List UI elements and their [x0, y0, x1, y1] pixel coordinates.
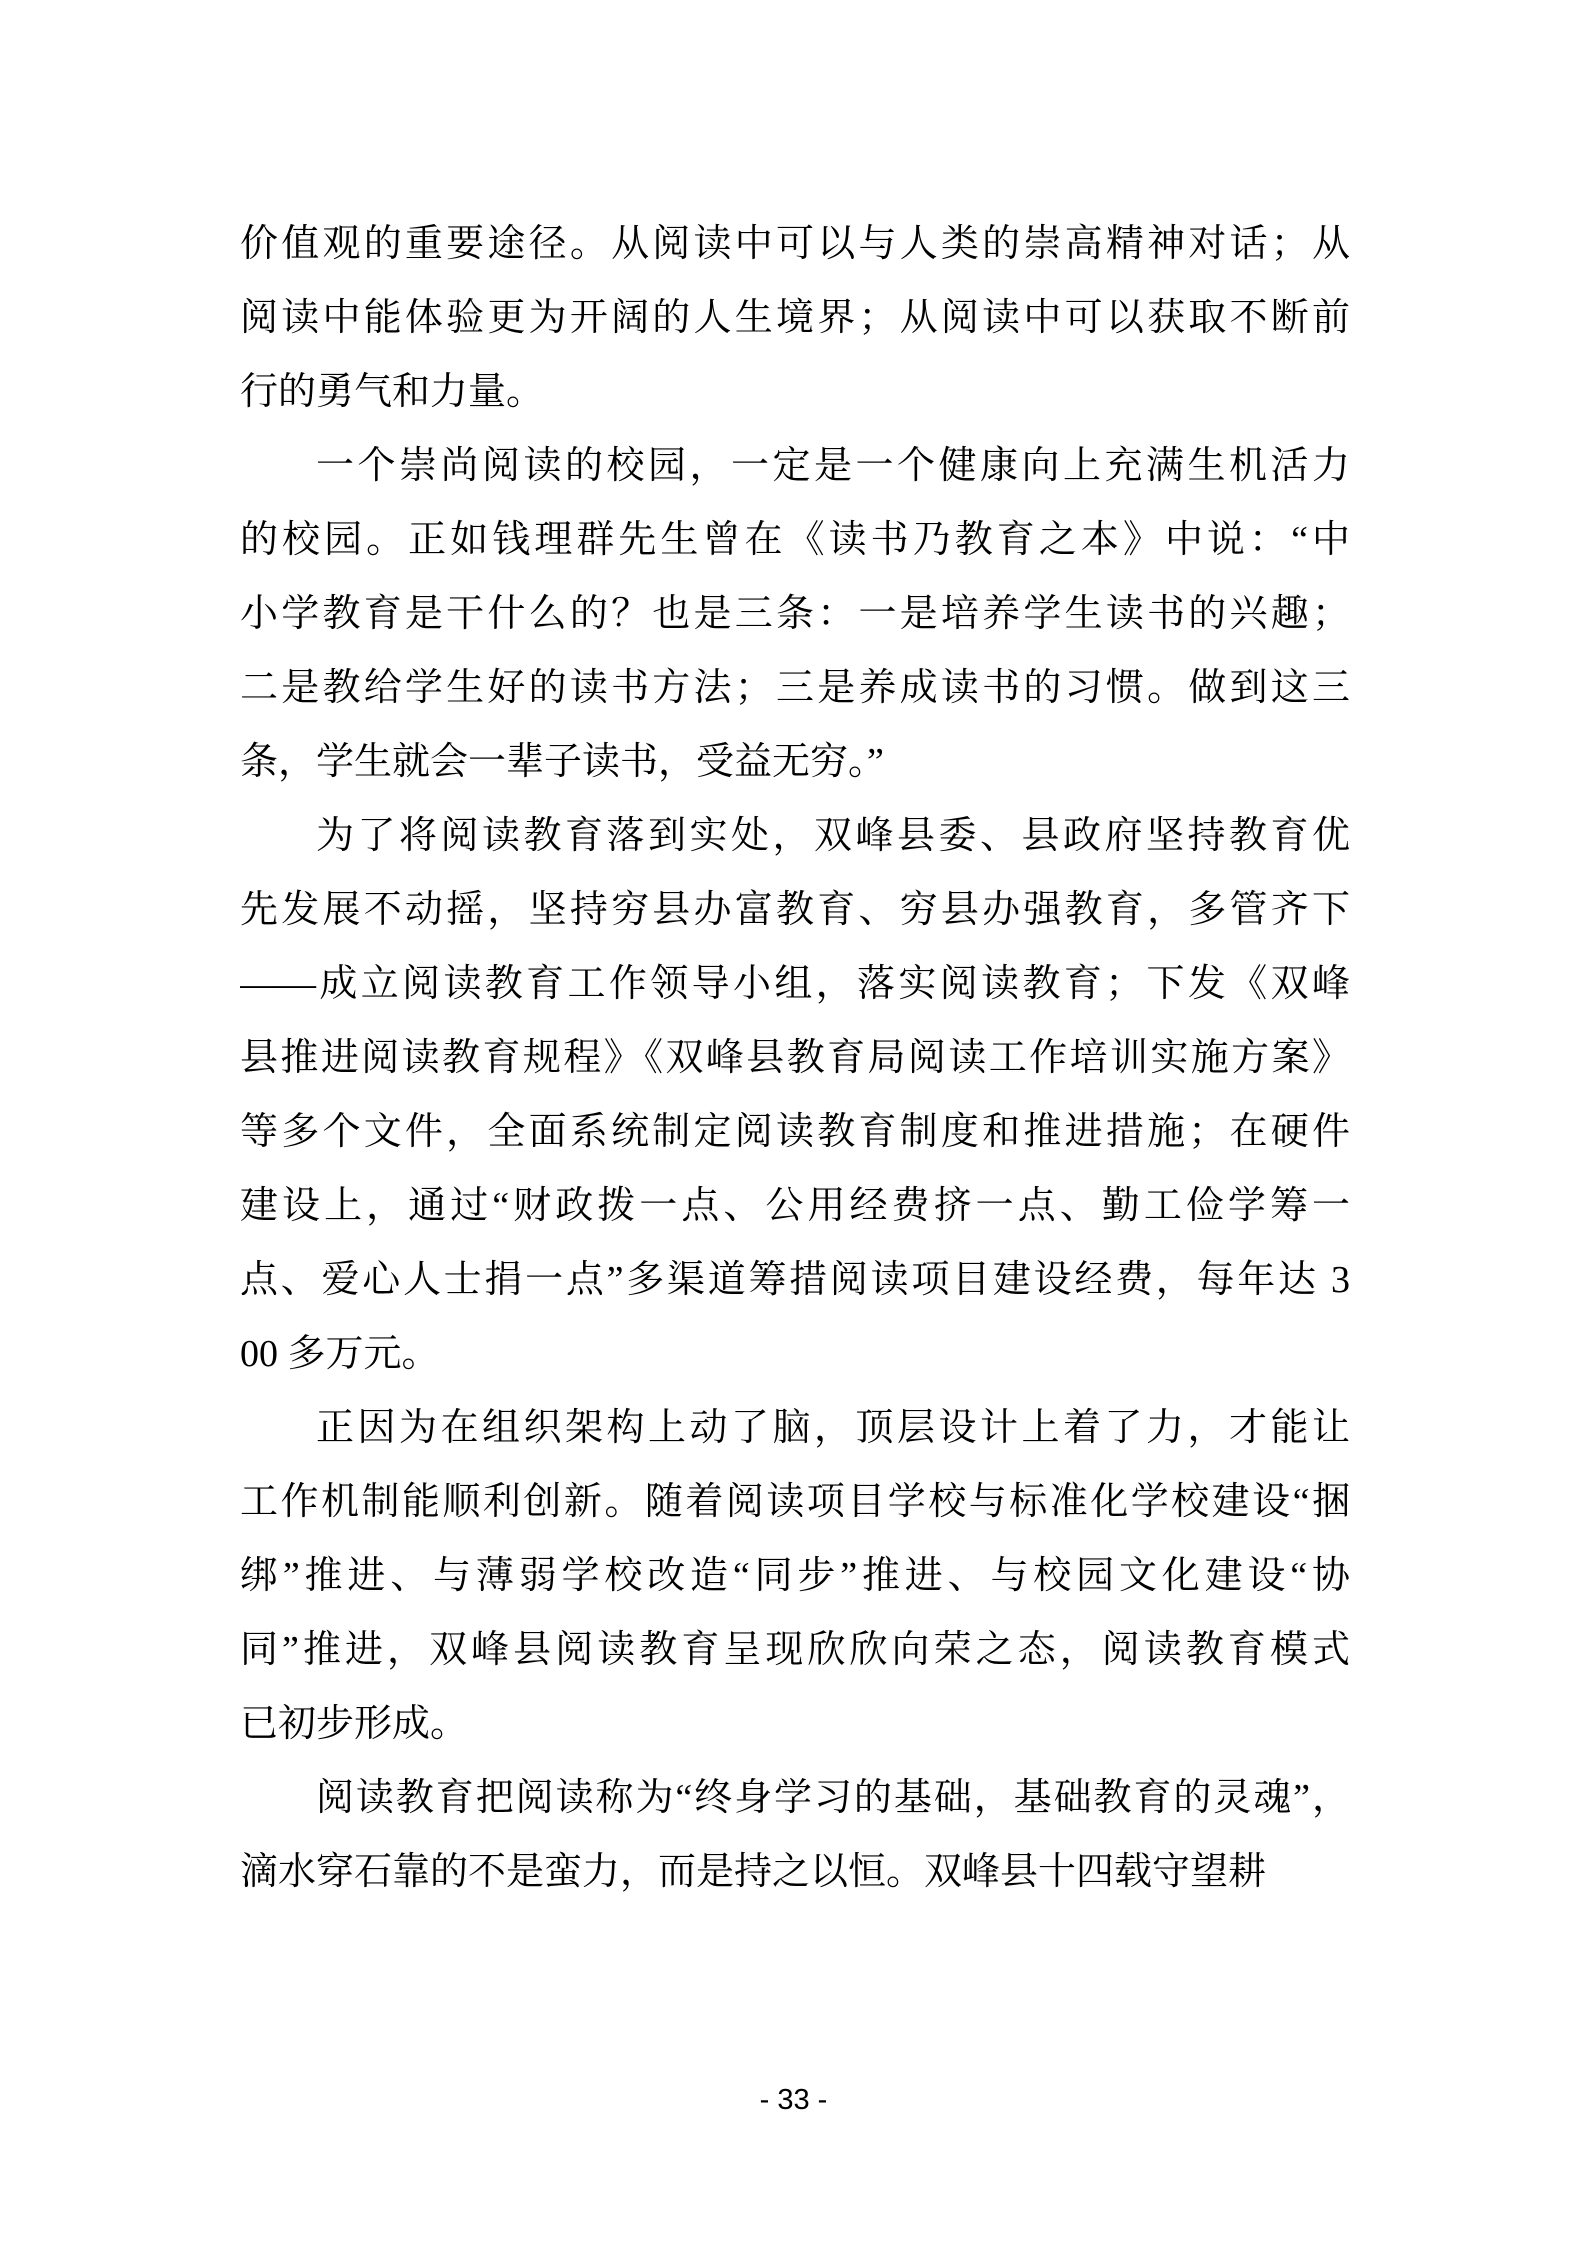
text-line: 小学教育是干什么的？也是三条：一是培养学生读书的兴趣；	[240, 593, 1350, 635]
text-line: 建设上，通过“财政拨一点、公用经费挤一点、勤工俭学筹一	[240, 1185, 1350, 1227]
text-line: 阅读中能体验更为开阔的人生境界；从阅读中可以获取不断前	[240, 297, 1350, 339]
paragraph	[240, 1761, 1350, 1909]
document-body	[240, 207, 1350, 1909]
paragraph	[240, 207, 1350, 429]
text-line: 先发展不动摇，坚持穷县办富教育、穷县办强教育，多管齐下	[240, 889, 1350, 931]
text-line: 工作机制能顺利创新。随着阅读项目学校与标准化学校建设“捆	[240, 1481, 1350, 1523]
text-line: 等多个文件，全面系统制定阅读教育制度和推进措施；在硬件	[240, 1111, 1350, 1153]
paragraph	[240, 1391, 1350, 1761]
text-line: 同”推进，双峰县阅读教育呈现欣欣向荣之态，阅读教育模式	[240, 1629, 1350, 1671]
text-line: 二是教给学生好的读书方法；三是养成读书的习惯。做到这三	[240, 667, 1350, 709]
text-line: 已初步形成。	[240, 1703, 469, 1745]
paragraph	[240, 799, 1350, 1391]
text-line: 绑”推进、与薄弱学校改造“同步”推进、与校园文化建设“协	[240, 1555, 1350, 1597]
text-line: 条，学生就会一辈子读书，受益无穷。”	[240, 741, 884, 783]
text-line: 正因为在组织架构上动了脑，顶层设计上着了力，才能让	[316, 1407, 1350, 1449]
text-line: 滴水穿石靠的不是蛮力，而是持之以恒。双峰县十四载守望耕	[240, 1851, 1267, 1893]
text-line: 县推进阅读教育规程》《双峰县教育局阅读工作培训实施方案》	[240, 1037, 1350, 1079]
text-line: ——成立阅读教育工作领导小组，落实阅读教育；下发《双峰	[240, 963, 1350, 1005]
text-line: 行的勇气和力量。	[240, 371, 545, 413]
text-line: 点、爱心人士捐一点”多渠道筹措阅读项目建设经费，每年达 3	[240, 1259, 1350, 1301]
text-line: 00 多万元。	[240, 1333, 440, 1375]
paragraph	[240, 429, 1350, 799]
text-line: 的校园。正如钱理群先生曾在《读书乃教育之本》中说：“中	[240, 519, 1350, 561]
text-line: 阅读教育把阅读称为“终身学习的基础，基础教育的灵魂”，	[316, 1777, 1350, 1819]
text-line: 价值观的重要途径。从阅读中可以与人类的崇高精神对话；从	[240, 223, 1350, 265]
text-line: 为了将阅读教育落到实处，双峰县委、县政府坚持教育优	[316, 815, 1350, 857]
page-number: - 33 -	[759, 2084, 828, 2116]
text-line: 一个崇尚阅读的校园，一定是一个健康向上充满生机活力	[316, 445, 1350, 487]
